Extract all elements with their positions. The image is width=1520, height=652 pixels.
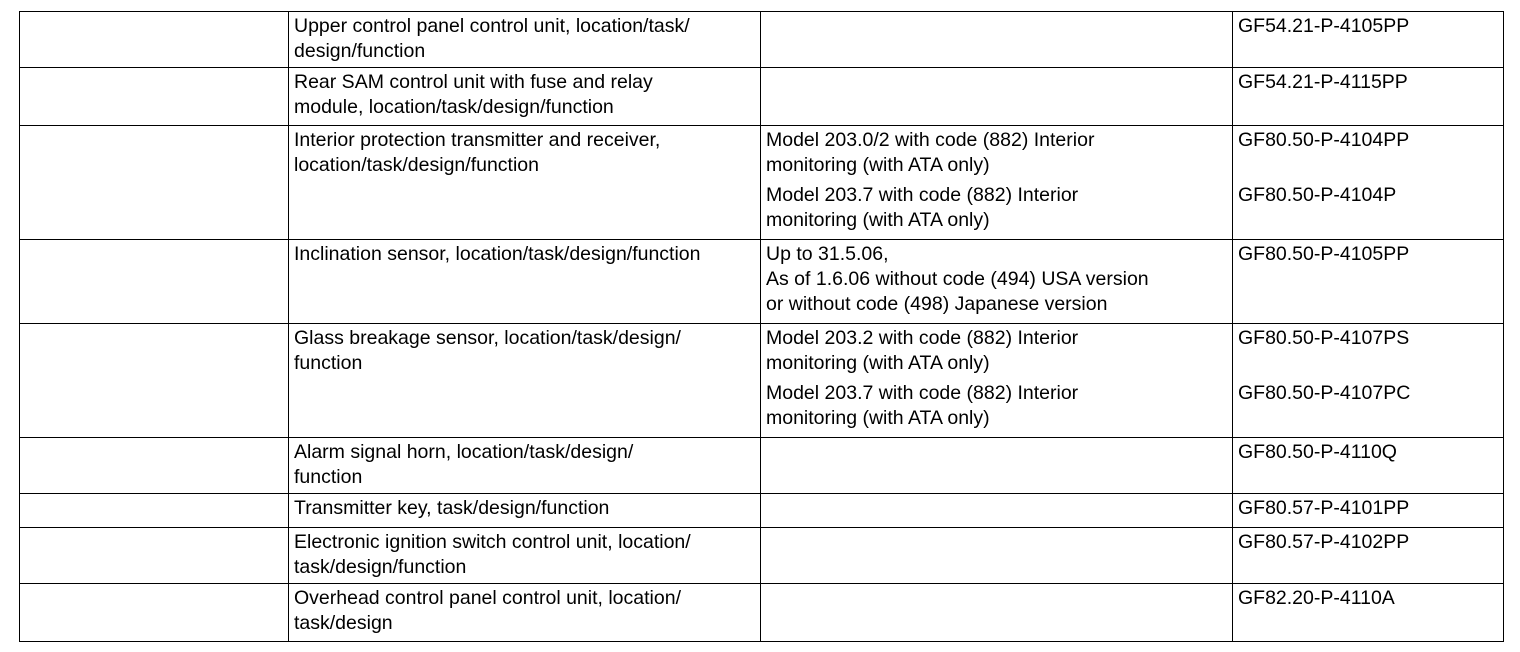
component-title-cell — [289, 12, 761, 68]
document-reference-link[interactable]: GF80.50-P-4104PP — [1238, 129, 1410, 151]
document-reference-link[interactable]: GF80.50-P-4110Q — [1238, 441, 1397, 463]
condition-block — [766, 128, 1227, 178]
table-row — [20, 68, 1504, 126]
document-reference-block — [1238, 530, 1498, 555]
component-title-cell — [289, 68, 761, 126]
document-reference-link[interactable]: GF80.57-P-4101PP — [1238, 497, 1410, 519]
document-reference-block — [1238, 183, 1498, 233]
table-row — [20, 126, 1504, 240]
component-title-cell — [289, 324, 761, 438]
document-reference-link[interactable]: GF80.57-P-4102PP — [1238, 531, 1410, 553]
condition-cell — [761, 240, 1233, 324]
document-reference-block — [1238, 242, 1498, 317]
document-reference-block — [1238, 440, 1498, 465]
condition-line: or without code (498) Japanese version — [766, 293, 1108, 315]
table-row — [20, 438, 1504, 494]
component-title-line: Rear SAM control unit with fuse and relay — [294, 71, 653, 93]
component-title-line: Upper control panel control unit, location/task/ — [294, 15, 690, 37]
component-title-line: location/task/design/function — [294, 154, 539, 176]
component-title-line: task/design/function — [294, 556, 467, 578]
component-title-line: design/function — [294, 40, 426, 62]
document-reference-cell — [1233, 126, 1504, 240]
component-title-line: Electronic ignition switch control unit, location/ — [294, 531, 691, 553]
blank-cell — [20, 584, 289, 642]
table-row — [20, 324, 1504, 438]
document-reference-link[interactable]: GF54.21-P-4115PP — [1238, 71, 1408, 93]
component-title-line: Interior protection transmitter and receiver, — [294, 129, 661, 151]
component-title-line: Inclination sensor, location/task/design/function — [294, 243, 701, 265]
condition-line: Up to 31.5.06, — [766, 243, 889, 265]
document-reference-cell — [1233, 240, 1504, 324]
document-reference-block — [1238, 381, 1498, 431]
document-reference-block — [1238, 326, 1498, 376]
condition-block — [766, 326, 1227, 376]
condition-cell — [761, 528, 1233, 584]
document-reference-link[interactable]: GF54.21-P-4105PP — [1238, 15, 1410, 37]
table-row — [20, 240, 1504, 324]
component-title-line: Alarm signal horn, location/task/design/ — [294, 441, 634, 463]
condition-line: monitoring (with ATA only) — [766, 407, 990, 429]
condition-line: Model 203.2 with code (882) Interior — [766, 327, 1079, 349]
component-title-line: module, location/task/design/function — [294, 96, 614, 118]
blank-cell — [20, 324, 289, 438]
component-title-cell — [289, 528, 761, 584]
table-row — [20, 494, 1504, 528]
condition-line: Model 203.7 with code (882) Interior — [766, 382, 1079, 404]
component-title-cell — [289, 438, 761, 494]
document-reference-link[interactable]: GF80.50-P-4104P — [1238, 184, 1397, 206]
document-reference-block — [1238, 496, 1498, 521]
component-title-cell — [289, 584, 761, 642]
document-reference-cell — [1233, 324, 1504, 438]
component-title-cell — [289, 494, 761, 528]
component-title-line: Glass breakage sensor, location/task/design/ — [294, 327, 681, 349]
document-reference-block — [1238, 586, 1498, 611]
document-reference-cell — [1233, 494, 1504, 528]
document-reference-cell — [1233, 438, 1504, 494]
document-reference-link[interactable]: GF80.50-P-4105PP — [1238, 243, 1410, 265]
condition-block — [766, 242, 1227, 317]
document-reference-link[interactable]: GF80.50-P-4107PC — [1238, 382, 1411, 404]
document-reference-block — [1238, 14, 1498, 39]
blank-cell — [20, 68, 289, 126]
condition-line: monitoring (with ATA only) — [766, 352, 990, 374]
condition-cell — [761, 438, 1233, 494]
blank-cell — [20, 12, 289, 68]
condition-line: monitoring (with ATA only) — [766, 209, 990, 231]
table-row — [20, 584, 1504, 642]
blank-cell — [20, 240, 289, 324]
component-title-line: function — [294, 466, 363, 488]
condition-line: monitoring (with ATA only) — [766, 154, 990, 176]
table-row — [20, 12, 1504, 68]
condition-cell — [761, 324, 1233, 438]
component-title-cell — [289, 240, 761, 324]
blank-cell — [20, 494, 289, 528]
blank-cell — [20, 126, 289, 240]
document-reference-link[interactable]: GF82.20-P-4110A — [1238, 587, 1395, 609]
table-body — [20, 12, 1504, 642]
condition-cell — [761, 126, 1233, 240]
blank-cell — [20, 438, 289, 494]
document-reference-cell — [1233, 12, 1504, 68]
condition-cell — [761, 68, 1233, 126]
document-reference-link[interactable]: GF80.50-P-4107PS — [1238, 327, 1410, 349]
condition-line: As of 1.6.06 without code (494) USA version — [766, 268, 1149, 290]
condition-line: Model 203.7 with code (882) Interior — [766, 184, 1079, 206]
document-reference-table — [19, 11, 1504, 642]
table-row — [20, 528, 1504, 584]
document-reference-cell — [1233, 528, 1504, 584]
component-title-cell — [289, 126, 761, 240]
condition-line: Model 203.0/2 with code (882) Interior — [766, 129, 1095, 151]
blank-cell — [20, 528, 289, 584]
condition-block — [766, 381, 1227, 431]
document-reference-block — [1238, 70, 1498, 95]
condition-cell — [761, 494, 1233, 528]
component-title-line: task/design — [294, 612, 393, 634]
condition-cell — [761, 12, 1233, 68]
component-title-line: Transmitter key, task/design/function — [294, 497, 610, 519]
condition-cell — [761, 584, 1233, 642]
component-title-line: function — [294, 352, 363, 374]
document-reference-block — [1238, 128, 1498, 178]
document-reference-cell — [1233, 584, 1504, 642]
condition-block — [766, 183, 1227, 233]
component-title-line: Overhead control panel control unit, location/ — [294, 587, 681, 609]
document-reference-cell — [1233, 68, 1504, 126]
